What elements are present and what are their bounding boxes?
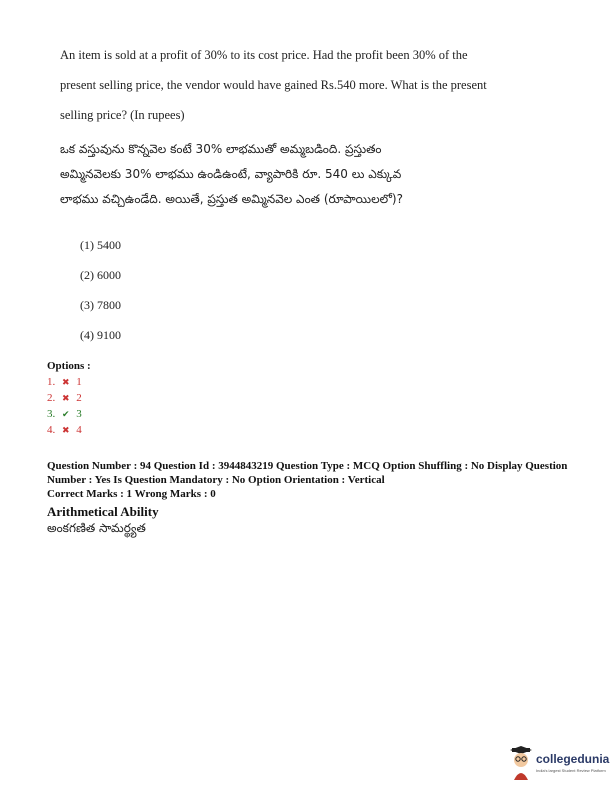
option-label: 2 xyxy=(76,392,82,404)
answer-choice: (4) 9100 xyxy=(80,328,121,342)
metadata-line: Question Number : 94 Question Id : 3944843219 Question Type : MCQ Option Shuffling : No Display Question xyxy=(47,460,568,472)
answer-choice: (3) 7800 xyxy=(80,298,121,312)
option-number: 1. xyxy=(47,376,56,388)
option-label: 1 xyxy=(76,376,82,388)
answer-choices xyxy=(80,235,121,355)
metadata-line: Correct Marks : 1 Wrong Marks : 0 xyxy=(47,488,216,500)
question-telugu-line: అమ్మినవెలకు 30% లాభము ఉండిఉంటే, వ్యాపారికి రూ. 540 లు ఎక్కువ xyxy=(60,167,402,181)
cross-icon: ✖ xyxy=(62,425,70,435)
checkmark-icon: ✔ xyxy=(62,409,70,419)
option-number: 2. xyxy=(47,392,56,404)
option-label: 4 xyxy=(76,424,82,436)
mascot-icon xyxy=(508,746,534,780)
cross-icon: ✖ xyxy=(62,393,70,403)
answer-choice: (2) 6000 xyxy=(80,268,121,282)
answer-choice: (1) 5400 xyxy=(80,238,121,252)
option-row-correct xyxy=(47,406,91,422)
collegedunia-logo xyxy=(508,746,608,782)
section-title-telugu: అంకగణిత సామర్థ్యత xyxy=(47,521,146,535)
brand-name: collegedunia xyxy=(536,752,610,766)
section-title: Arithmetical Ability xyxy=(47,504,159,519)
options-title: Options : xyxy=(47,360,91,372)
options-list xyxy=(47,358,91,438)
question-english xyxy=(60,40,520,130)
question-metadata xyxy=(47,459,587,501)
metadata-line: Number : Yes Is Question Mandatory : No Option Orientation : Vertical xyxy=(47,474,385,486)
option-row xyxy=(47,390,91,406)
option-row xyxy=(47,374,91,390)
question-english-line: present selling price, the vendor would have gained Rs.540 more. What is the present xyxy=(60,78,487,92)
question-telugu xyxy=(60,137,530,212)
option-row xyxy=(47,422,91,438)
cross-icon: ✖ xyxy=(62,377,70,387)
question-telugu-line: లాభము వచ్చిఉండేది. అయితే, ప్రస్తుత అమ్మినవెల ఎంత (రూపాయిలలో)? xyxy=(60,192,403,206)
option-label: 3 xyxy=(76,408,82,420)
question-english-line: An item is sold at a profit of 30% to its cost price. Had the profit been 30% of the xyxy=(60,48,468,62)
question-english-line: selling price? (In rupees) xyxy=(60,108,185,122)
option-number: 3. xyxy=(47,408,56,420)
question-telugu-line: ఒక వస్తువును కొన్నవెల కంటే 30% లాభముతో అమ్మబడింది. ప్రస్తుతం xyxy=(60,142,382,156)
option-number: 4. xyxy=(47,424,56,436)
brand-tagline: India's largest Student Review Platform xyxy=(536,768,606,773)
